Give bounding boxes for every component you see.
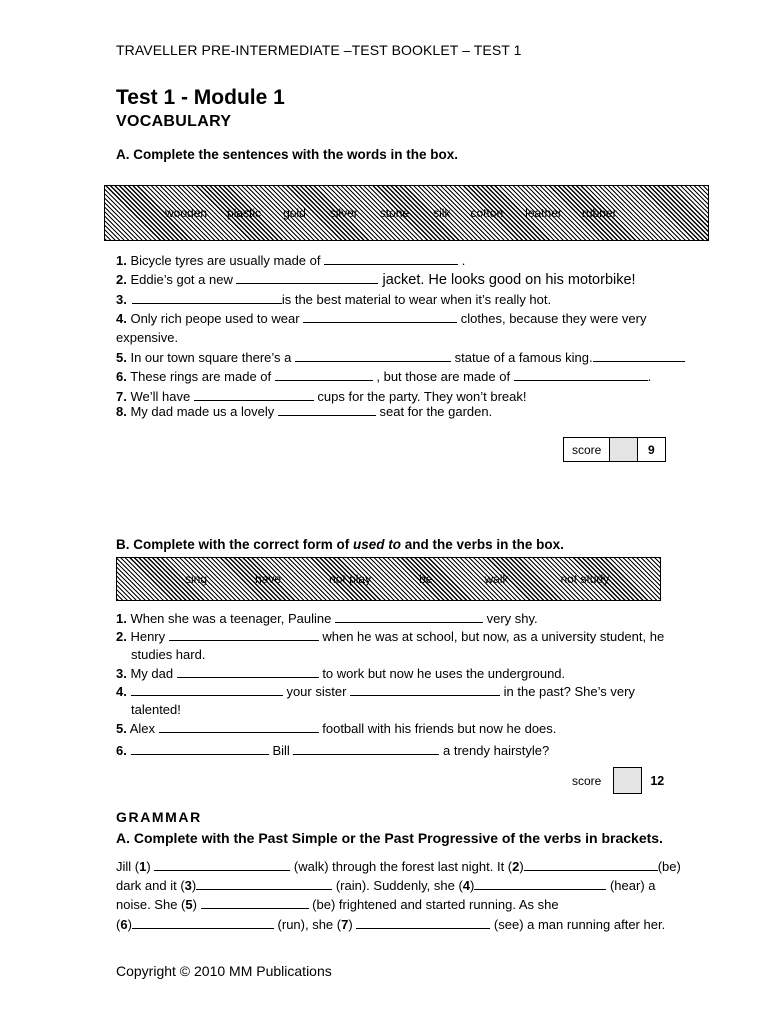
test-title: Test 1 - Module 1 — [116, 86, 285, 109]
answer-blank[interactable] — [324, 253, 458, 265]
vocab-a-sentence-2: 2. Eddie’s got a new jacket. He looks good on his motorbike! — [116, 272, 636, 288]
vocab-b-sentence-3: 3. My dad to work but now he uses the underground. — [116, 666, 566, 681]
word-box-a — [104, 185, 709, 241]
word-box-item: walk — [484, 572, 509, 586]
vocab-b-sentence-4-cont: talented! — [131, 702, 181, 717]
word-box-item: have — [255, 572, 282, 586]
answer-blank[interactable] — [131, 684, 283, 696]
answer-blank[interactable] — [295, 350, 451, 362]
word-box-b — [116, 557, 661, 601]
word-box-item: cotton — [470, 206, 504, 220]
answer-blank[interactable] — [356, 917, 490, 929]
word-box-item: be — [419, 572, 433, 586]
grammar-line-2: dark and it (3) (rain). Suddenly, she (4) (hear) a — [116, 878, 656, 893]
score-max: 12 — [650, 773, 665, 788]
vocab-a-sentence-6: 6. These rings are made of , but those are made of . — [116, 369, 652, 384]
answer-blank[interactable] — [350, 684, 500, 696]
answer-blank[interactable] — [201, 897, 309, 909]
answer-blank[interactable] — [169, 629, 319, 641]
vocab-a-sentence-4: 4. Only rich peope used to wear clothes, because they were very — [116, 311, 647, 326]
answer-blank[interactable] — [474, 878, 606, 890]
grammar-line-1: Jill (1) (walk) through the forest last night. It (2) (be) — [116, 859, 681, 874]
vocab-a-sentence-7: 7. We’ll have cups for the party. They won’t break! — [116, 389, 527, 404]
word-box-item: not study — [560, 572, 610, 586]
word-box-item: gold — [283, 206, 306, 220]
vocab-a-sentence-8: 8. My dad made us a lovely seat for the garden. — [116, 404, 493, 419]
vocab-a-sentence-5: 5. In our town square there’s a statue of a famous king. — [116, 350, 685, 365]
word-box-item: wooden — [165, 206, 208, 220]
vocabulary-heading: VOCABULARY — [116, 113, 232, 130]
vocab-b-sentence-2-cont: studies hard. — [131, 647, 206, 662]
answer-blank[interactable] — [196, 878, 332, 890]
grammar-line-3: noise. She (5) (be) frightened and started running. As she — [116, 897, 559, 912]
answer-blank[interactable] — [194, 389, 314, 401]
word-box-item: stone — [379, 206, 410, 220]
answer-blank[interactable] — [154, 859, 290, 871]
answer-blank[interactable] — [177, 666, 319, 678]
answer-blank[interactable] — [236, 272, 378, 284]
word-box-item: sing — [185, 572, 208, 586]
word-box-item: rubber — [581, 206, 617, 220]
vocab-b-sentence-5: 5. Alex football with his friends but now he does. — [116, 721, 557, 736]
answer-blank[interactable] — [278, 404, 376, 416]
vocab-b-sentence-6: 6. Bill a trendy hairstyle? — [116, 743, 550, 758]
vocab-a-sentence-4-cont: expensive. — [116, 330, 179, 345]
answer-blank[interactable] — [514, 369, 648, 381]
grammar-line-4: (6) (run), she (7) (see) a man running after her. — [116, 917, 666, 932]
answer-blank[interactable] — [275, 369, 373, 381]
vocab-b-sentence-2: 2. Henry when he was at school, but now, as a university student, he — [116, 629, 665, 644]
score-box-a — [563, 437, 666, 462]
vocab-b-instruction: B. Complete with the correct form of used to and the verbs in the box. — [116, 537, 564, 552]
vocab-b-sentence-4: 4. your sister in the past? She’s very — [116, 684, 635, 699]
answer-blank[interactable] — [593, 350, 685, 362]
vocab-b-sentence-1: 1. When she was a teenager, Pauline very shy. — [116, 611, 538, 626]
score-entry-field[interactable] — [610, 438, 638, 461]
answer-blank[interactable] — [293, 743, 439, 755]
score-box-b — [572, 767, 664, 794]
word-box-item: leather — [525, 206, 562, 220]
score-label: score — [564, 438, 610, 461]
word-box-item: silk — [433, 206, 451, 220]
word-box-item: not play — [329, 572, 372, 586]
copyright-notice: Copyright © 2010 MM Publications — [116, 963, 332, 979]
answer-blank[interactable] — [524, 859, 658, 871]
vocab-a-sentence-3: 3. is the best material to wear when it’s really hot. — [116, 292, 552, 307]
grammar-a-instruction: A. Complete with the Past Simple or the Past Progressive of the verbs in brackets. — [116, 830, 663, 846]
answer-blank[interactable] — [131, 743, 269, 755]
word-box-item: silver — [329, 206, 358, 220]
page-header: TRAVELLER PRE-INTERMEDIATE –TEST BOOKLET – TEST 1 — [116, 42, 522, 58]
answer-blank[interactable] — [159, 721, 319, 733]
answer-blank[interactable] — [132, 917, 274, 929]
vocab-a-instruction: A. Complete the sentences with the words in the box. — [116, 147, 459, 162]
score-entry-field[interactable] — [613, 767, 642, 794]
word-box-item: plastic — [227, 206, 262, 220]
answer-blank[interactable] — [335, 611, 483, 623]
grammar-heading: GRAMMAR — [116, 809, 202, 825]
score-label: score — [572, 773, 602, 788]
score-max: 9 — [648, 442, 655, 457]
answer-blank[interactable] — [303, 311, 457, 323]
answer-blank[interactable] — [132, 292, 282, 304]
vocab-a-sentence-1: 1. Bicycle tyres are usually made of . — [116, 253, 466, 268]
